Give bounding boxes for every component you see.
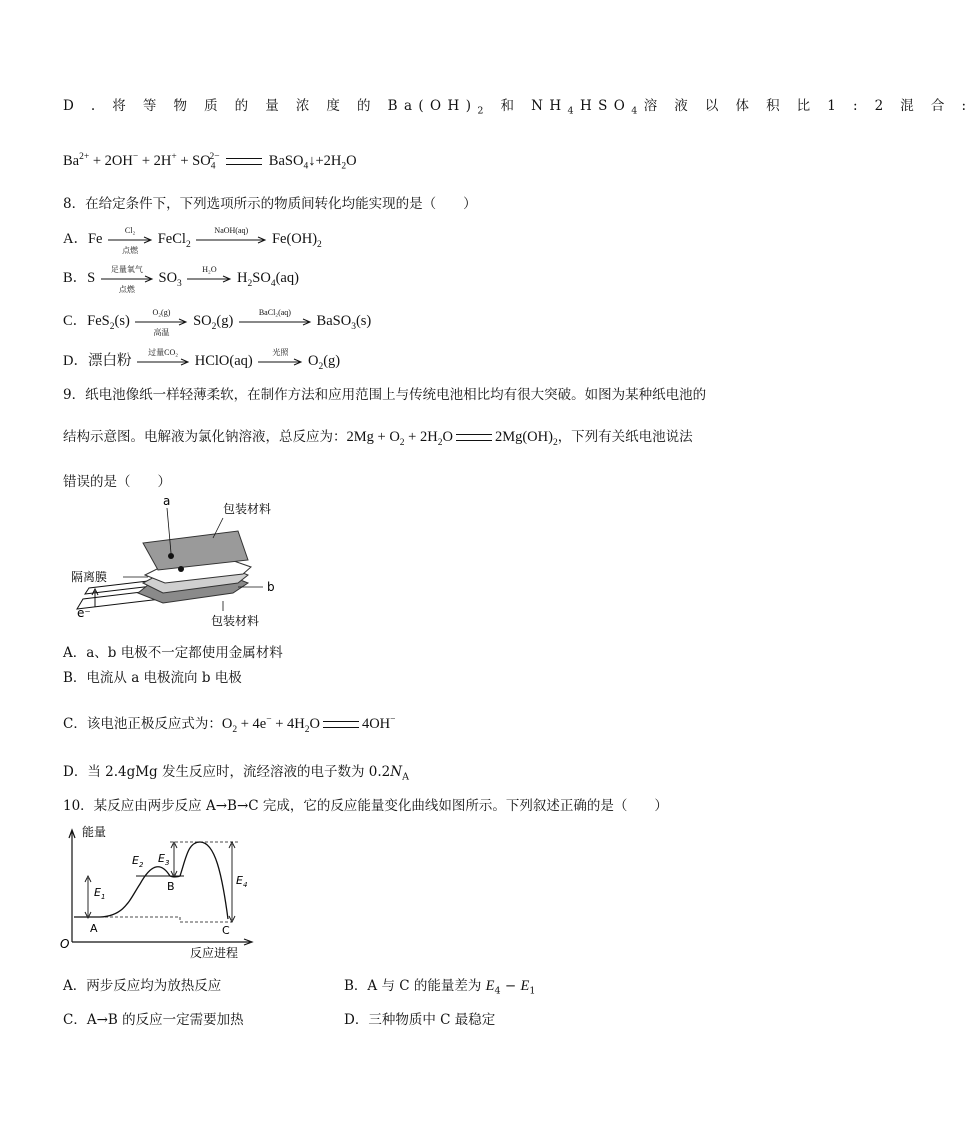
e1-label: $E_1$ (94, 886, 106, 901)
equals-sign (456, 434, 492, 441)
e3-label: $E_3$ (158, 852, 170, 867)
arrow-icon: 足量氧气 点燃 (101, 274, 153, 284)
y-axis-label: 能量 (82, 825, 107, 839)
q8-stem: 8．在给定条件下，下列选项所示的物质间转化均能实现的是（ ） (63, 196, 477, 212)
paper-battery-diagram (63, 493, 323, 633)
point-a-label: A (90, 922, 98, 935)
q9-option-a[interactable]: A．a、b 电极不一定都使用金属材料 (63, 645, 283, 661)
arrow-icon: H₂O (187, 274, 231, 284)
q10-option-a[interactable]: A．两步反应均为放热反应 (63, 978, 222, 994)
electrode-dot (178, 566, 184, 572)
arrow-icon: NaOH(aq) (196, 235, 266, 245)
q8-option-b[interactable]: B．S 足量氧气 点燃 $SO_3$ H₂O $H_2SO_4(aq)$ (63, 264, 299, 294)
q10-option-c[interactable]: C．A→B 的反应一定需要加热 (63, 1012, 244, 1028)
origin-label: O (60, 937, 70, 951)
label-electron: e⁻ (77, 606, 91, 620)
point-c-label: C (222, 924, 230, 937)
arrow-icon: 过量CO₂ (137, 357, 189, 367)
label-packaging-bottom: 包装材料 (211, 614, 260, 628)
q10-option-b[interactable]: B．A 与 C 的能量差为 $E_4 - E_1$ (344, 978, 536, 997)
q9-option-b[interactable]: B．电流从 a 电极流向 b 电极 (63, 670, 242, 686)
arrow-icon: O₂(g) 高温 (135, 317, 187, 327)
label-b: b (267, 580, 275, 594)
point-b-label: B (167, 880, 175, 893)
e2-label: $E_2$ (132, 854, 144, 869)
q8-option-c[interactable]: C．FeS$_2$(s) O₂(g) 高温 $SO_2(g)$ BaCl₂(aq) BaSO$_3$(s) (63, 307, 372, 337)
equals-sign (226, 158, 262, 165)
arrow-icon: BaCl₂(aq) (239, 317, 311, 327)
energy-diagram (60, 824, 260, 964)
equals-sign (323, 721, 359, 728)
q9-stem-line3: 错误的是（ ） (63, 474, 171, 490)
q9-stem-line1: 9．纸电池像纸一样轻薄柔软，在制作方法和应用范围上与传统电池相比均有很大突破。如图为某种纸电池的 (63, 387, 707, 403)
arrow-icon: 光照 (258, 357, 302, 367)
label-packaging-top: 包装材料 (223, 502, 272, 516)
q7-equation: $Ba^{2+} + 2OH^- + 2H^+ + SO_4^{2-}$ $BaSO_4↓+2H_2O$ (63, 152, 357, 172)
e4-label: $E_4$ (236, 874, 248, 889)
label-separator: 隔离膜 (71, 570, 108, 584)
q8-option-a[interactable]: A．Fe Cl₂ 点燃 FeCl$_2$ NaOH(aq) $Fe(OH)_2$ (63, 225, 322, 255)
q7-option-d: D . 将 等 物 质 的 量 浓 度 的 $Ba(OH)_2$ 和 $NH_4HSO_4$溶 液 以 体 积 比 1 : 2 混 合 : (63, 98, 972, 117)
electrode-dot (168, 553, 174, 559)
q9-option-c[interactable]: C．该电池正极反应式为：$O_2 + 4e^- + 4H_2O$ 4OH− (63, 715, 396, 735)
q8-option-d[interactable]: D．漂白粉 过量CO₂ HClO(aq) 光照 $O_2(g)$ (63, 347, 341, 372)
q10-option-d[interactable]: D．三种物质中 C 最稳定 (344, 1012, 496, 1028)
q9-option-d[interactable]: D．当 2.4gMg 发生反应时，流经溶液的电子数为 $0.2N_A$ (63, 764, 409, 783)
energy-curve (74, 842, 228, 919)
q9-stem-line2: 结构示意图。电解液为氯化钠溶液，总反应为：$2Mg + O_2 + 2H_2O$ $2Mg(OH)_2$，下列有关纸电池说法 (63, 429, 693, 448)
label-a: a (163, 494, 171, 508)
q10-stem: 10．某反应由两步反应 A→B→C 完成，它的反应能量变化曲线如图所示。下列叙述正确的是（ ） (63, 798, 668, 814)
arrow-icon: Cl₂ 点燃 (108, 235, 152, 245)
x-axis-label: 反应进程 (190, 946, 239, 960)
